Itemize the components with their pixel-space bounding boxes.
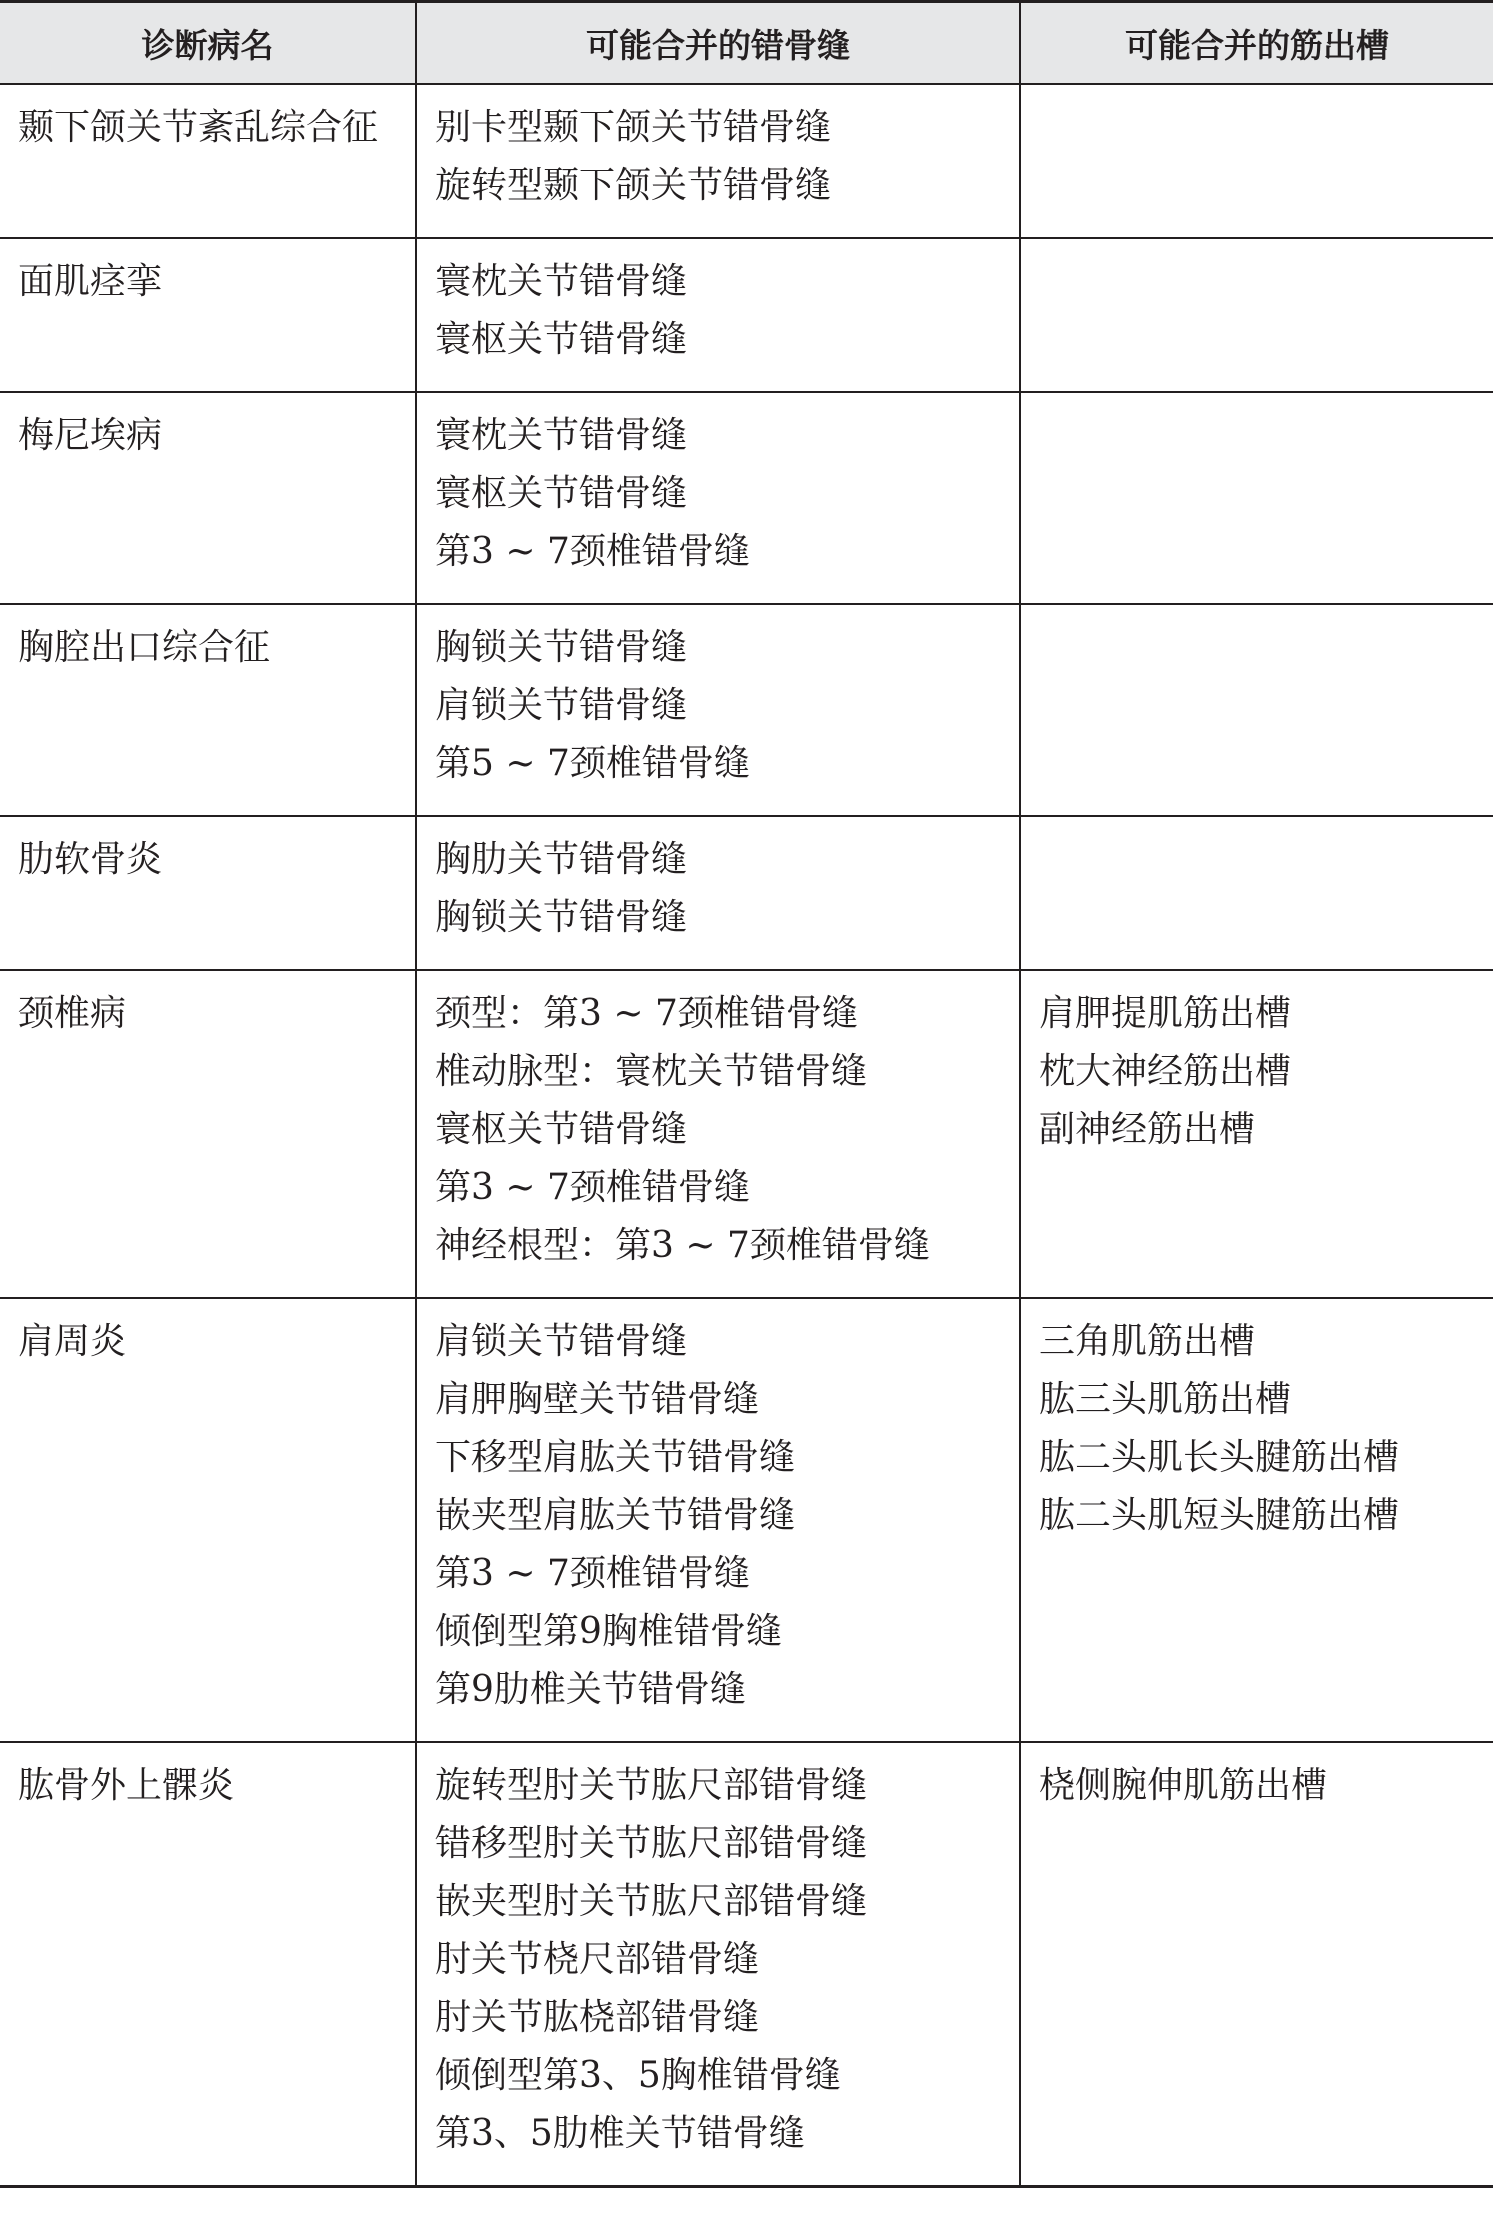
tendon-slip-cell [1020,970,1493,1298]
subluxation-item: 胸锁关节错骨缝 [435,627,688,668]
table-row [0,970,1493,1298]
disease-cell [0,238,416,392]
tendon-slip-cell [1020,392,1493,604]
tendon-slip-cell [1020,238,1493,392]
subluxation-item: 第5 ~ 7颈椎错骨缝 [435,743,750,784]
disease-cell [0,970,416,1298]
subluxation-item: 颈型：第3 ~ 7颈椎错骨缝 [435,993,858,1034]
subluxation-item: 倾倒型第3、5胸椎错骨缝 [435,2055,841,2096]
subluxation-item: 胸锁关节错骨缝 [435,897,688,938]
subluxation-item: 寰枢关节错骨缝 [435,1109,688,1150]
subluxation-item: 神经根型：第3 ~ 7颈椎错骨缝 [435,1225,930,1266]
subluxation-item: 寰枢关节错骨缝 [435,473,688,514]
tendon-slip-item: 肱二头肌长头腱筋出槽 [1039,1437,1400,1478]
subluxation-item: 胸肋关节错骨缝 [435,839,688,880]
tendon-slip-item: 肩胛提肌筋出槽 [1039,993,1292,1034]
table-row [0,1742,1493,2187]
subluxation-cell [416,1742,1020,2187]
subluxation-cell [416,238,1020,392]
tendon-slip-cell [1020,816,1493,970]
subluxation-item: 第3 ~ 7颈椎错骨缝 [435,531,750,572]
subluxation-item: 第9肋椎关节错骨缝 [435,1669,746,1710]
header-disease: 诊断病名 [0,2,416,85]
disease-name: 颈椎病 [18,993,127,1034]
subluxation-item: 肘关节肱桡部错骨缝 [435,1997,760,2038]
subluxation-cell [416,84,1020,238]
disease-cell [0,392,416,604]
subluxation-cell [416,392,1020,604]
disease-name: 胸腔出口综合征 [18,627,271,668]
subluxation-cell [416,604,1020,816]
header-row [0,2,1493,85]
tendon-slip-cell [1020,84,1493,238]
subluxation-item: 嵌夹型肘关节肱尺部错骨缝 [435,1881,868,1922]
disease-name: 颞下颌关节紊乱综合征 [18,107,379,148]
subluxation-item: 肘关节桡尺部错骨缝 [435,1939,760,1980]
table-row [0,1298,1493,1742]
subluxation-item: 旋转型颞下颌关节错骨缝 [435,165,832,206]
subluxation-item: 肩锁关节错骨缝 [435,1321,688,1362]
header-subluxations: 可能合并的错骨缝 [416,2,1020,85]
header-tendon-slips: 可能合并的筋出槽 [1020,2,1493,85]
tendon-slip-item: 肱三头肌筋出槽 [1039,1379,1292,1420]
subluxation-item: 椎动脉型：寰枕关节错骨缝 [435,1051,868,1092]
table-row [0,238,1493,392]
tendon-slip-cell [1020,1742,1493,2187]
disease-name: 肱骨外上髁炎 [18,1765,235,1806]
disease-name: 肋软骨炎 [18,839,163,880]
subluxation-item: 别卡型颞下颌关节错骨缝 [435,107,832,148]
subluxation-item: 旋转型肘关节肱尺部错骨缝 [435,1765,868,1806]
subluxation-item: 错移型肘关节肱尺部错骨缝 [435,1823,868,1864]
subluxation-cell [416,816,1020,970]
tendon-slip-item: 肱二头肌短头腱筋出槽 [1039,1495,1400,1536]
subluxation-item: 倾倒型第9胸椎错骨缝 [435,1611,782,1652]
subluxation-item: 嵌夹型肩肱关节错骨缝 [435,1495,796,1536]
tendon-slip-cell [1020,1298,1493,1742]
tendon-slip-item: 桡侧腕伸肌筋出槽 [1039,1765,1328,1806]
disease-name: 面肌痉挛 [18,261,163,302]
disease-cell [0,1298,416,1742]
table-row [0,604,1493,816]
tendon-slip-item: 副神经筋出槽 [1039,1109,1256,1150]
subluxation-item: 寰枕关节错骨缝 [435,261,688,302]
disease-name: 肩周炎 [18,1321,127,1362]
table-row [0,816,1493,970]
subluxation-item: 第3、5肋椎关节错骨缝 [435,2113,805,2154]
disease-cell [0,816,416,970]
subluxation-item: 第3 ~ 7颈椎错骨缝 [435,1553,750,1594]
tendon-slip-item: 三角肌筋出槽 [1039,1321,1256,1362]
disease-cell [0,84,416,238]
subluxation-item: 寰枢关节错骨缝 [435,319,688,360]
disease-name: 梅尼埃病 [18,415,163,456]
disease-cell [0,604,416,816]
subluxation-item: 肩胛胸壁关节错骨缝 [435,1379,760,1420]
disease-cell [0,1742,416,2187]
subluxation-item: 寰枕关节错骨缝 [435,415,688,456]
table-body [0,84,1493,2187]
subluxation-item: 肩锁关节错骨缝 [435,685,688,726]
table-row [0,84,1493,238]
tendon-slip-cell [1020,604,1493,816]
table-row [0,392,1493,604]
tendon-slip-item: 枕大神经筋出槽 [1039,1051,1292,1092]
subluxation-item: 下移型肩肱关节错骨缝 [435,1437,796,1478]
subluxation-cell [416,970,1020,1298]
subluxation-item: 第3 ~ 7颈椎错骨缝 [435,1167,750,1208]
subluxation-cell [416,1298,1020,1742]
